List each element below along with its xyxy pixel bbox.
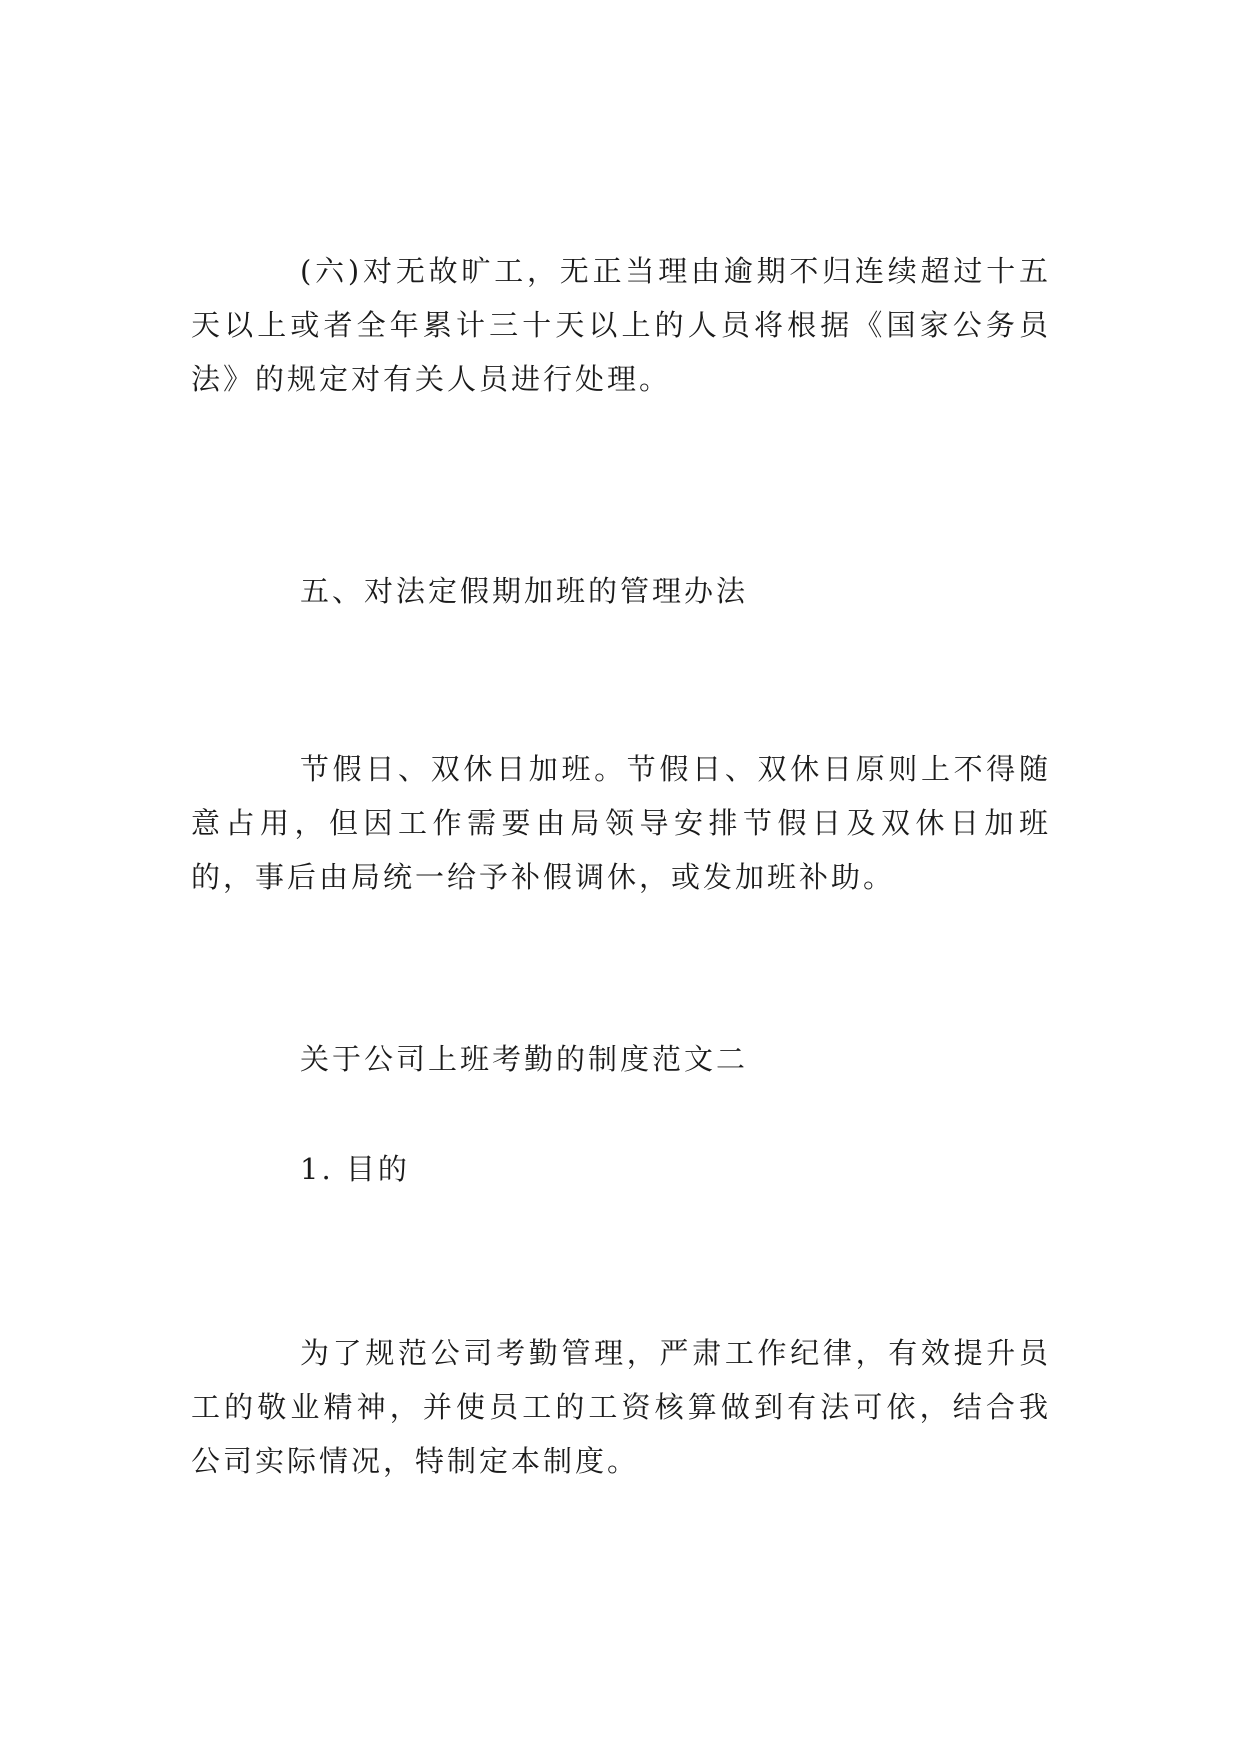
document-title-attendance-policy: 关于公司上班考勤的制度范文二 xyxy=(300,1042,749,1076)
paragraph-absence-rule: (六)对无故旷工，无正当理由逾期不归连续超过十五天以上或者全年累计三十天以上的人员将根据《国家公务员法》的规定对有关人员进行处理。 xyxy=(191,254,1051,396)
section-heading-purpose: 1. 目的 xyxy=(300,1152,410,1186)
paragraph-purpose: 为了规范公司考勤管理，严肃工作纪律，有效提升员工的敬业精神，并使员工的工资核算做到有法可依，结合我公司实际情况，特制定本制度。 xyxy=(191,1336,1051,1478)
paragraph-holiday-overtime: 节假日、双休日加班。节假日、双休日原则上不得随意占用，但因工作需要由局领导安排节假日及双休日加班的，事后由局统一给予补假调休，或发加班补助。 xyxy=(191,752,1051,894)
section-heading-holiday-overtime: 五、对法定假期加班的管理办法 xyxy=(300,574,749,608)
